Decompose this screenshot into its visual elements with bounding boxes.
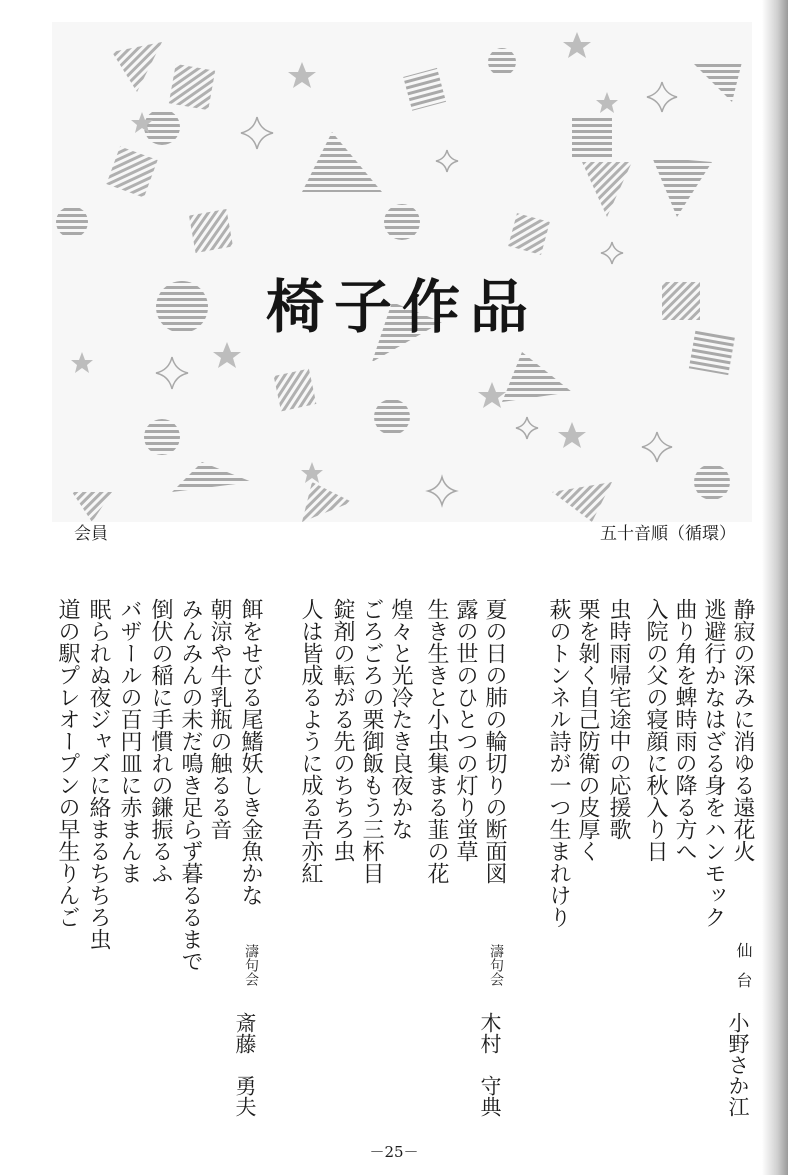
haiku-line: 道の駅プレオープンの早生りんご xyxy=(55,598,80,928)
haiku-line: 眠られぬ夜ジャズに絡まるちちろ虫 xyxy=(86,598,111,950)
haiku-line: ごろごろの栗御飯もう三杯目 xyxy=(359,598,384,884)
haiku-line: 栗を剝く自己防衛の皮厚く xyxy=(575,598,600,862)
haiku-line: 朝涼や牛乳瓶の触るる音 xyxy=(207,598,232,840)
haiku-line: バザールの百円皿に赤まんま xyxy=(117,598,142,884)
haiku-line: 煌々と光冷たき良夜かな xyxy=(388,598,413,840)
haiku-line: 曲り角を蜱時雨の降る方へ xyxy=(672,598,697,862)
poet-name: 斎藤 勇夫 xyxy=(233,1012,257,1117)
poet-name: 木村 守典 xyxy=(478,1012,502,1117)
ordering-note: 五十音順（循環） xyxy=(600,524,736,544)
haiku-line: 萩のトンネル詩が一つ生まれけり xyxy=(546,598,571,928)
haiku-line: 人は皆成るように成る吾亦紅 xyxy=(298,598,323,884)
poet-name: 小野さか江 xyxy=(726,1012,750,1117)
haiku-line: 倒伏の稲に手慣れの鎌振るふ xyxy=(148,598,173,884)
haiku-line: みんみんの未だ鳴き足らず暮るるまで xyxy=(178,598,203,972)
page-number: －25－ xyxy=(369,1143,419,1161)
haiku-line: 入院の父の寝顔に秋入り日 xyxy=(643,598,668,862)
haiku-line: 餌をせびる尾鰭妖しき金魚かな xyxy=(238,598,263,906)
poet-location: 仙台 xyxy=(734,942,753,1002)
haiku-line: 虫時雨帰宅途中の応援歌 xyxy=(606,598,631,840)
member-label: 会員 xyxy=(74,524,108,544)
title-banner xyxy=(52,22,752,522)
haiku-line: 錠剤の転がる先のちちろ虫 xyxy=(330,598,355,862)
haiku-line: 露の世のひとつの灯り蛍草 xyxy=(453,598,478,862)
haiku-line: 夏の日の肺の輪切りの断面図 xyxy=(482,598,507,884)
poet-group: 濤句会 xyxy=(488,944,504,986)
poet-group: 濤句会 xyxy=(243,944,259,986)
haiku-line: 逃避行かなはざる身をハンモック xyxy=(701,598,726,928)
page-edge-shadow xyxy=(762,0,788,1175)
haiku-line: 静寂の深みに消ゆる遠花火 xyxy=(730,598,755,862)
haiku-line: 生き生きと小虫集まる韮の花 xyxy=(424,598,449,884)
page-title: 椅子作品 xyxy=(265,273,538,341)
